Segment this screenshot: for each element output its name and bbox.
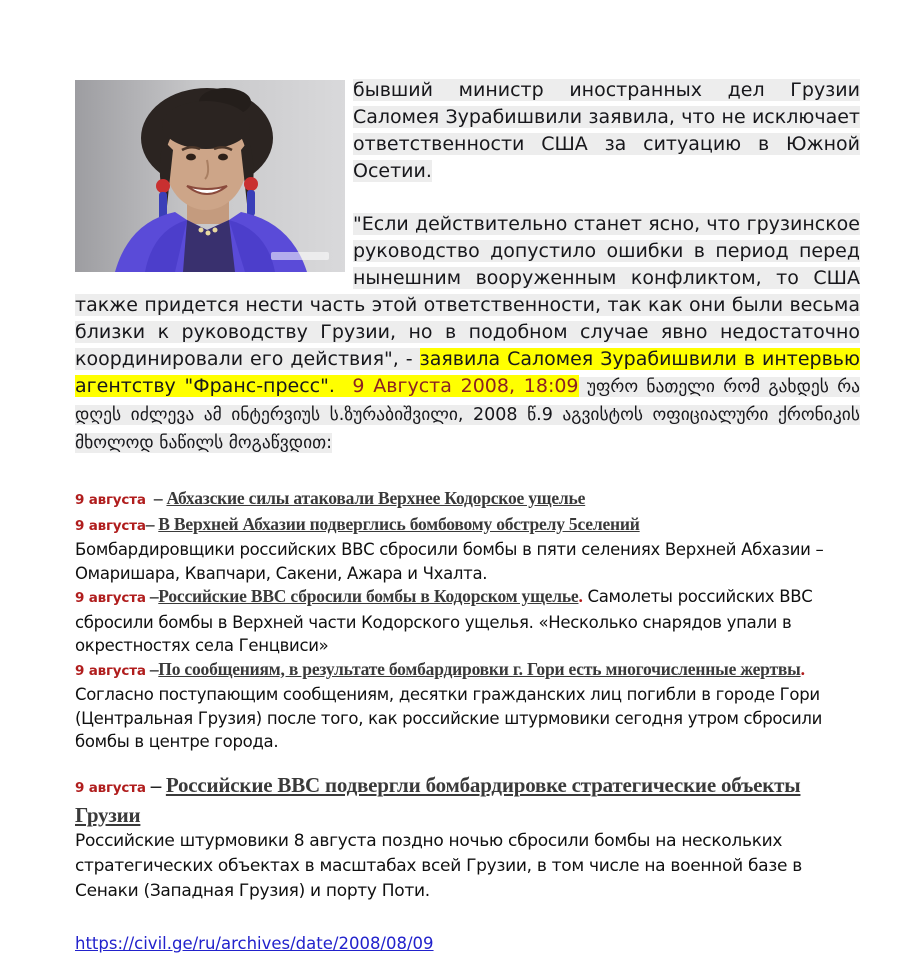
event-4-body: Согласно поступающим сообщениям, десятки гражданских лиц погибли в городе Гори (Центральная Грузия) после того, как российские штурмовики сегодня утром сбросили бомбы в центре города. xyxy=(75,685,823,751)
feature-headline-link[interactable]: Российские ВВС подвергли бомбардировке стратегические объекты Грузии xyxy=(75,772,801,827)
event-4-date: 9 августа xyxy=(75,662,146,679)
event-1-dash: – xyxy=(145,488,167,508)
feature-body: Российские штурмовики 8 августа поздно ночью сбросили бомбы на нескольких стратегических объектах в масштабах всей Грузии, в том числе на военной базе в Сенаки (Западная Грузия) и порту Поти. xyxy=(75,830,802,901)
event-2-body: Бомбардировщики российских ВВС сбросили бомбы в пяти селениях Верхней Абхазии – Омаришара, Квапчари, Сакени, Ажара и Чхалта. xyxy=(75,540,824,583)
event-3-period: . xyxy=(578,586,583,606)
feature-date: 9 августа xyxy=(75,779,146,796)
feature-title-line xyxy=(75,772,860,829)
article-datetime: 9 Августа 2008, 18:09 xyxy=(352,375,579,397)
event-4-headline-link[interactable]: По сообщениям, в результате бомбардировки г. Гори есть многочисленные жертвы xyxy=(158,658,801,679)
source-url-link[interactable]: https://civil.ge/ru/archives/date/2008/08/09 xyxy=(75,933,434,953)
event-item-3 xyxy=(75,585,860,658)
intro-paragraph-1-text: бывший министр иностранных дел Грузии Саломея Зурабишвили заявила, что не исключает ответственности США за ситуацию в Южной Осетии. xyxy=(353,79,860,182)
portrait-illustration xyxy=(75,80,345,272)
quote-text: "Если действительно станет ясно, что грузинское руководство допустило ошибки в период перед нынешним вооруженным конфликтом, то США также придется нести часть этой ответственности, так как они были весьма близки к руководству Грузии, но в подобном случае явно недостаточно координировали его действия", - xyxy=(75,213,860,370)
event-3-headline-link[interactable]: Российские ВВС сбросили бомбы в Кодорском ущелье xyxy=(158,586,579,606)
event-3-dash: – xyxy=(145,586,159,606)
chronology-list xyxy=(75,487,860,904)
event-2-headline-link[interactable]: В Верхней Абхазии подверглись бомбовому обстрелу 5селений xyxy=(158,513,640,534)
event-1-date: 9 августа xyxy=(75,492,146,508)
feature-event xyxy=(75,772,860,904)
event-3-date: 9 августа xyxy=(75,590,146,606)
event-2-dash: – xyxy=(145,513,159,534)
event-item-1 xyxy=(75,487,860,513)
event-item-4 xyxy=(75,658,860,754)
portrait-photo xyxy=(75,80,345,272)
georgian-note: უფრო ნათელი რომ გახდეს რა დღეს იძლევა ამ ინტერვიუს ს.ზურაბიშვილი, 2008 წ.9 აგვისტოს ოფიციალური ქრონიკის მხოლოდ ნაწილს მოგაწვდით: xyxy=(75,377,861,453)
attribution-highlight: заявила Саломея Зурабишвили в интервью агентству "Франс-пресс". xyxy=(75,348,860,397)
event-2-date: 9 августа xyxy=(75,517,146,534)
feature-dash: – xyxy=(145,772,166,797)
event-item-2 xyxy=(75,513,860,539)
event-3-body: Самолеты российских ВВС сбросили бомбы в Верхней части Кодорского ущелья. «Несколько снарядов упали в окрестностях села Генцвиси» xyxy=(75,587,813,655)
event-4-period: . xyxy=(800,658,805,679)
event-4-dash: – xyxy=(145,658,159,679)
event-1-headline-link[interactable]: Абхазские силы атаковали Верхнее Кодорское ущелье xyxy=(166,488,586,508)
